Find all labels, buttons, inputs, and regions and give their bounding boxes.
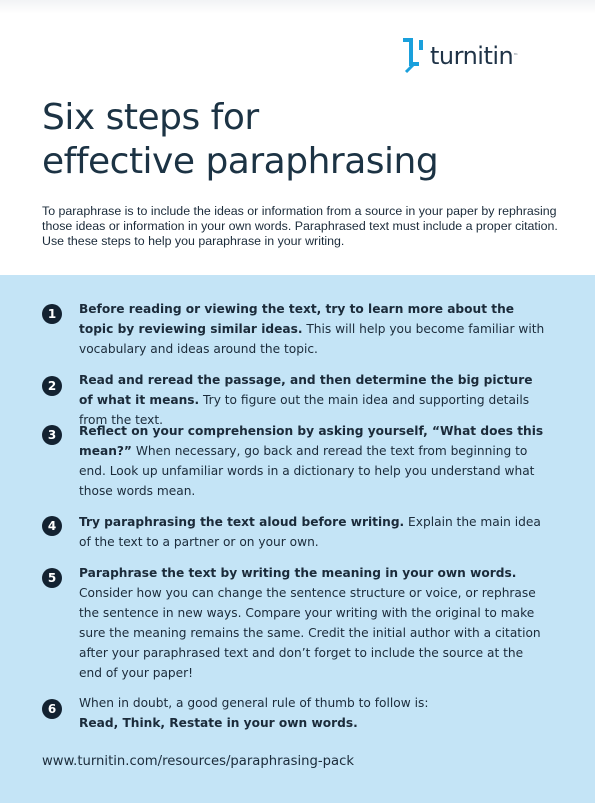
step-number-badge: 4	[42, 516, 62, 536]
step-body: Explain the main idea of the text to a partner or on your own.	[79, 515, 541, 549]
step-text	[79, 299, 549, 359]
step-text	[79, 563, 549, 683]
step-body: When necessary, go back and reread the text from beginning to end. Look up unfamiliar words in a dictionary to help you understand what those words mean.	[79, 444, 535, 498]
top-shadow	[0, 0, 595, 14]
step-heading: Before reading or viewing the text, try to learn more about the topic by reviewing similar ideas.	[79, 302, 515, 336]
step-number-badge: 5	[42, 568, 62, 588]
step-number-badge: 6	[42, 699, 62, 719]
step-text	[79, 693, 549, 733]
step-heading: Read, Think, Restate in your own words.	[79, 716, 358, 730]
logo-trademark: ™	[513, 53, 519, 59]
step-body: This will help you become familiar with vocabulary and ideas around the topic.	[79, 322, 545, 356]
step-heading: Paraphrase the text by writing the meaning in your own words.	[79, 566, 517, 580]
turnitin-logo-icon	[400, 36, 424, 76]
logo-wordmark: turnitin	[430, 42, 514, 70]
turnitin-logo[interactable]	[400, 36, 518, 76]
step-heading: Read and reread the passage, and then determine the big picture of what it means.	[79, 373, 533, 407]
step-body: Try to figure out the main idea and supporting details from the text.	[79, 393, 530, 427]
title-line-1: Six steps for	[42, 97, 259, 138]
step-text	[79, 512, 549, 552]
footer-link[interactable]: www.turnitin.com/resources/paraphrasing-pack	[42, 754, 354, 769]
title-line-2: effective paraphrasing	[42, 141, 439, 182]
step-number-badge: 2	[42, 376, 62, 396]
page-title	[42, 96, 438, 184]
step-number-badge: 3	[42, 425, 62, 445]
step-heading: Try paraphrasing the text aloud before writing.	[79, 515, 405, 529]
step-text	[79, 421, 549, 501]
step-heading: Reflect on your comprehension by asking yourself, “What does this mean?”	[79, 424, 544, 458]
step-number-badge: 1	[42, 304, 62, 324]
intro-paragraph: To paraphrase is to include the ideas or information from a source in your paper by rephrasing those ideas or information in your own words. Paraphrased text must include a proper citation. Use these steps to help you paraphrase in your writing.	[42, 204, 558, 248]
step-body: When in doubt, a good general rule of thumb to follow is:	[79, 696, 429, 710]
step-body: Consider how you can change the sentence structure or voice, or rephrase the sentence in new ways. Compare your writing with the original to make sure the meaning remains the same. Credit the initial author with a citation after your paraphrased text and don’t forget to include the source at the end of your paper!	[79, 586, 541, 680]
